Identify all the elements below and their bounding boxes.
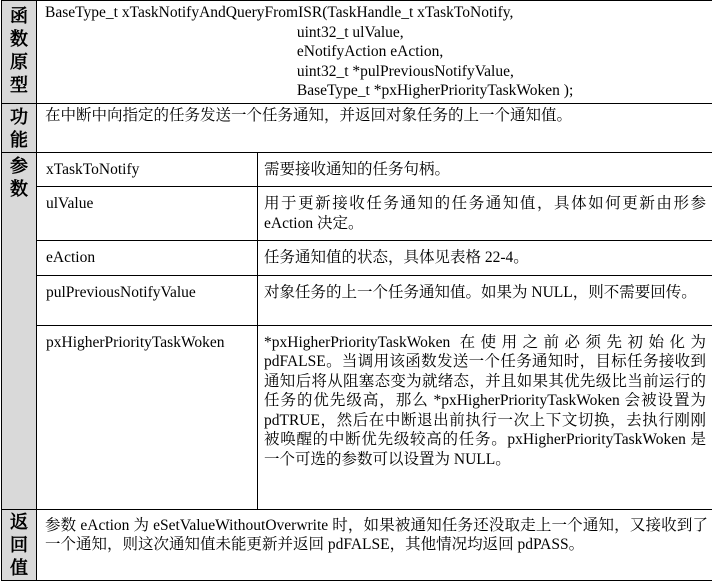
prototype-row	[2, 1, 712, 104]
function-header-char: 能	[2, 129, 36, 152]
prototype-header-char: 数	[2, 28, 36, 51]
param-row	[2, 325, 712, 509]
params-header	[2, 152, 37, 509]
param-row	[2, 187, 712, 241]
prototype-header-char: 型	[2, 74, 36, 97]
return-header	[2, 509, 37, 580]
prototype-line: BaseType_t xTaskNotifyAndQueryFromISR(TaskHandle_t xTaskToNotify,	[45, 3, 708, 23]
return-row	[2, 509, 712, 580]
param-description: 对象任务的上一个任务通知值。如果为 NULL，则不需要回传。	[258, 275, 712, 325]
param-name: eAction	[37, 241, 258, 276]
prototype-code	[37, 1, 712, 104]
return-header-char: 值	[2, 557, 36, 580]
param-row	[2, 152, 712, 187]
param-name: pulPreviousNotifyValue	[37, 275, 258, 325]
param-name: ulValue	[37, 187, 258, 241]
prototype-line: uint32_t ulValue,	[45, 23, 708, 43]
prototype-header	[2, 1, 37, 104]
return-header-char: 回	[2, 534, 36, 557]
function-header	[2, 103, 37, 152]
api-table	[1, 0, 712, 581]
param-description: 需要接收通知的任务句柄。	[258, 152, 712, 187]
prototype-header-char: 原	[2, 51, 36, 74]
param-description: 用于更新接收任务通知的任务通知值，具体如何更新由形参 eAction 决定。	[258, 187, 712, 241]
prototype-header-char: 函	[2, 5, 36, 28]
prototype-line: uint32_t *pulPreviousNotifyValue,	[45, 62, 708, 82]
params-header-char: 参	[2, 155, 36, 178]
param-row	[2, 241, 712, 276]
prototype-line: eNotifyAction eAction,	[45, 42, 708, 62]
param-name: pxHigherPriorityTaskWoken	[37, 325, 258, 509]
param-description: 任务通知值的状态，具体见表格 22-4。	[258, 241, 712, 276]
function-header-char: 功	[2, 106, 36, 129]
function-description: 在中断中向指定的任务发送一个任务通知，并返回对象任务的上一个通知值。	[37, 103, 712, 152]
return-header-char: 返	[2, 511, 36, 534]
function-row	[2, 103, 712, 152]
return-description: 参数 eAction 为 eSetValueWithoutOverwrite 时，如果被通知任务还没取走上一个通知，又接收到了一个通知，则这次通知值未能更新并返回 pdFALSE，其他情况均返回 pdPASS。	[37, 509, 712, 580]
params-header-char: 数	[2, 178, 36, 201]
param-name: xTaskToNotify	[37, 152, 258, 187]
prototype-line: BaseType_t *pxHigherPriorityTaskWoken );	[45, 81, 708, 101]
param-row	[2, 275, 712, 325]
param-description: *pxHigherPriorityTaskWoken 在使用之前必须先初始化为 pdFALSE。当调用该函数发送一个任务通知时，目标任务接收到通知后将从阻塞态变为就绪态，并且如果其优先级比当前运行的任务的优先级高，那么 *pxHigherPriorityTaskWoken 会被设置为 pdTRUE，然后在中断退出前执行一次上下文切换，去执行刚刚被唤醒的中断优先级较高的任务。pxHigherPriorityTaskWoken 是一个可选的参数可以设置为 NULL。	[258, 325, 712, 509]
